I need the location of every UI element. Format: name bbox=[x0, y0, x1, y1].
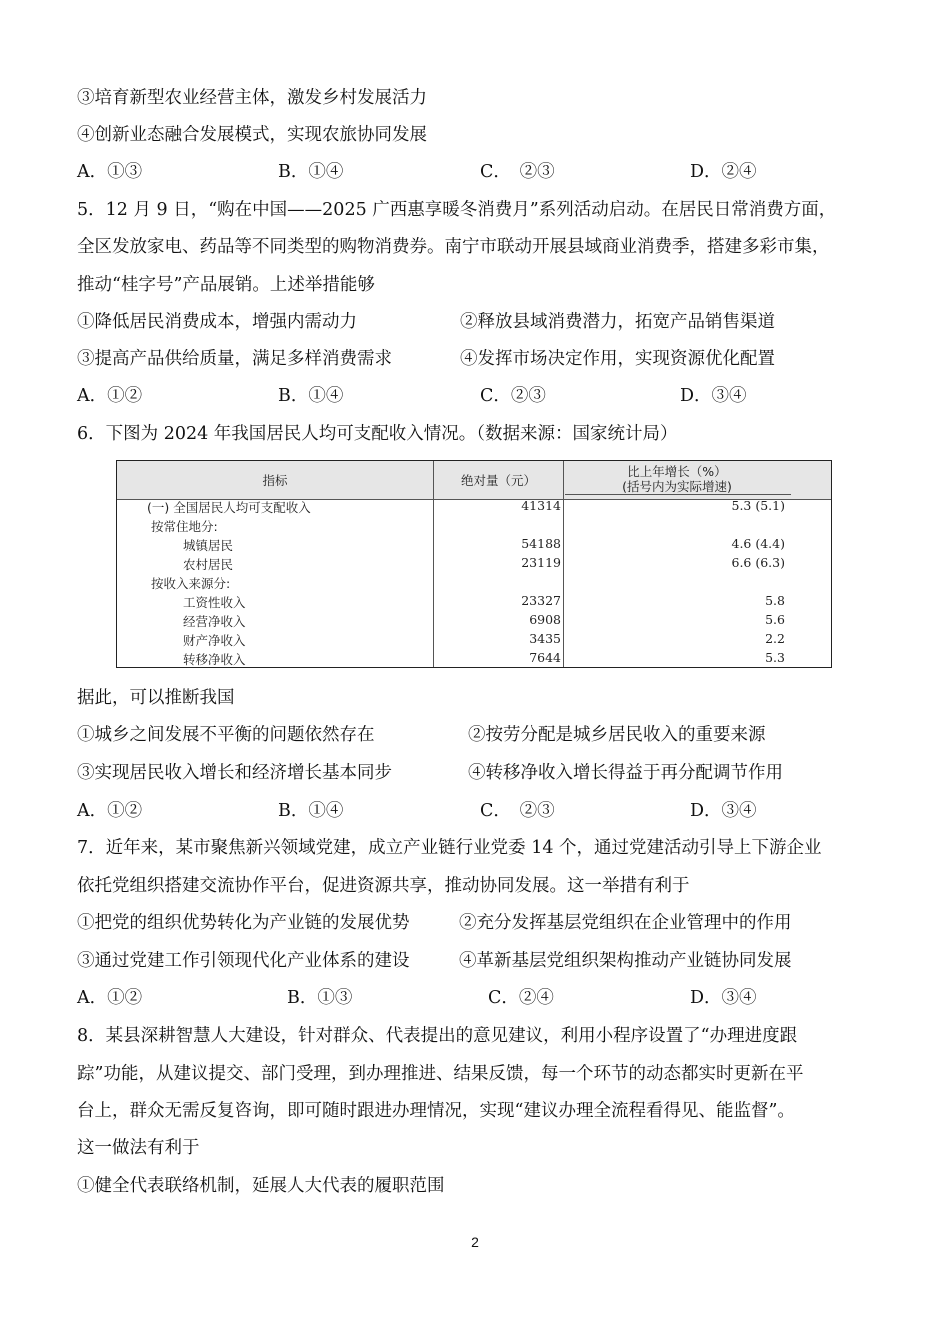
row-value: 6908 bbox=[529, 612, 561, 627]
row-label: 经营净收入 bbox=[183, 614, 246, 629]
header-absolute: 绝对量（元） bbox=[460, 473, 536, 488]
q6-item-4: ④转移净收入增长得益于再分配调节作用 bbox=[468, 763, 783, 783]
table-row bbox=[117, 612, 831, 631]
q7-item-1: ①把党的组织优势转化为产业链的发展优势 bbox=[77, 913, 410, 933]
table-row bbox=[117, 631, 831, 650]
q8-stem-line: 踪”功能，从建议提交、部门受理，到办理推进、结果反馈，每一个环节的动态都实时更新在平 bbox=[77, 1064, 804, 1084]
q6-stem: 6．下图为 2024 年我国居民人均可支配收入情况。（数据来源：国家统计局） bbox=[77, 424, 678, 444]
q8-stem-line: 这一做法有利于 bbox=[77, 1138, 200, 1158]
q6-item-3: ③实现居民收入增长和经济增长基本同步 bbox=[77, 763, 392, 783]
q6-item-1: ①城乡之间发展不平衡的问题依然存在 bbox=[77, 725, 375, 745]
q7-item-3: ③通过党建工作引领现代化产业体系的建设 bbox=[77, 951, 410, 971]
q5-stem-line: 推动“桂字号”产品展销。上述举措能够 bbox=[77, 275, 375, 295]
row-value: 23327 bbox=[521, 593, 561, 608]
q6-option-c: C． ②③ bbox=[480, 801, 555, 821]
row-growth: 2.2 bbox=[765, 631, 785, 646]
q7-stem-line: 依托党组织搭建交流协作平台，促进资源共享，推动协同发展。这一举措有利于 bbox=[77, 876, 690, 896]
q4-item-4: ④创新业态融合发展模式，实现农旅协同发展 bbox=[77, 125, 427, 145]
q4-option-d: D．②④ bbox=[690, 162, 757, 182]
q7-option-d: D．③④ bbox=[690, 988, 757, 1008]
header-indicator: 指标 bbox=[262, 473, 288, 488]
q7-item-2: ②充分发挥基层党组织在企业管理中的作用 bbox=[459, 913, 792, 933]
q7-stem-line: 7．近年来，某市聚焦新兴领域党建，成立产业链行业党委 14 个，通过党建活动引导上下游企业 bbox=[77, 838, 822, 858]
row-growth: 5.3 (5.1) bbox=[731, 498, 785, 513]
row-value: 7644 bbox=[529, 650, 561, 665]
row-label: 农村居民 bbox=[183, 557, 234, 572]
q6-lead: 据此，可以推断我国 bbox=[77, 688, 235, 708]
row-label: 城镇居民 bbox=[183, 538, 234, 553]
table-row bbox=[117, 574, 831, 593]
q4-option-b: B．①④ bbox=[278, 162, 344, 182]
q5-option-d: D．③④ bbox=[680, 386, 747, 406]
q5-item-4: ④发挥市场决定作用，实现资源优化配置 bbox=[460, 349, 775, 369]
table-row bbox=[117, 517, 831, 536]
q8-stem-line: 8．某县深耕智慧人大建设，针对群众、代表提出的意见建议，利用小程序设置了“办理进度跟 bbox=[77, 1026, 798, 1046]
table-row bbox=[117, 593, 831, 612]
row-label: 财产净收入 bbox=[183, 633, 246, 648]
q6-item-2: ②按劳分配是城乡居民收入的重要来源 bbox=[468, 725, 766, 745]
q5-item-1: ①降低居民消费成本，增强内需动力 bbox=[77, 312, 357, 332]
q7-option-c: C．②④ bbox=[488, 988, 554, 1008]
q6-option-a: A．①② bbox=[77, 801, 143, 821]
row-value: 41314 bbox=[521, 498, 561, 513]
q5-item-2: ②释放县域消费潜力，拓宽产品销售渠道 bbox=[460, 312, 775, 332]
row-growth: 5.3 bbox=[765, 650, 785, 665]
q5-stem-line: 5．12 月 9 日，“购在中国——2025 广西惠享暖冬消费月”系列活动启动。在居民日常消费方面， bbox=[77, 200, 837, 220]
row-growth: 6.6 (6.3) bbox=[731, 555, 785, 570]
table-row bbox=[117, 536, 831, 555]
page-number: 2 bbox=[471, 1234, 479, 1250]
row-label: (一) 全国居民人均可支配收入 bbox=[147, 500, 311, 515]
q6-option-b: B．①④ bbox=[278, 801, 344, 821]
table-row bbox=[117, 555, 831, 574]
row-growth: 4.6 (4.4) bbox=[731, 536, 785, 551]
table-row bbox=[117, 650, 831, 669]
q6-option-d: D．③④ bbox=[690, 801, 757, 821]
q7-option-a: A．①② bbox=[77, 988, 143, 1008]
q5-stem-line: 全区发放家电、药品等不同类型的购物消费券。南宁市联动开展县域商业消费季，搭建多彩市集， bbox=[77, 237, 830, 257]
q8-item-1: ①健全代表联络机制，延展人大代表的履职范围 bbox=[77, 1176, 445, 1196]
row-label: 转移净收入 bbox=[183, 652, 246, 667]
table-row bbox=[117, 498, 831, 517]
row-label: 工资性收入 bbox=[183, 595, 246, 610]
q5-option-a: A．①② bbox=[77, 386, 143, 406]
header-growth: 比上年增长（%） bbox=[627, 464, 727, 479]
income-table bbox=[116, 460, 832, 668]
q4-item-3: ③培育新型农业经营主体，激发乡村发展活力 bbox=[77, 88, 427, 108]
q4-option-c: C． ②③ bbox=[480, 162, 555, 182]
row-value: 3435 bbox=[529, 631, 561, 646]
row-value: 23119 bbox=[521, 555, 561, 570]
row-label: 按收入来源分: bbox=[151, 576, 231, 591]
q4-option-a: A．①③ bbox=[77, 162, 143, 182]
row-growth: 5.8 bbox=[765, 593, 785, 608]
row-value: 54188 bbox=[521, 536, 561, 551]
header-growth-note: (括号内为实际增速) bbox=[622, 479, 732, 494]
row-growth: 5.6 bbox=[765, 612, 785, 627]
q5-option-b: B．①④ bbox=[278, 386, 344, 406]
q5-item-3: ③提高产品供给质量，满足多样消费需求 bbox=[77, 349, 392, 369]
q7-item-4: ④革新基层党组织架构推动产业链协同发展 bbox=[459, 951, 792, 971]
q7-option-b: B．①③ bbox=[287, 988, 353, 1008]
q8-stem-line: 台上，群众无需反复咨询，即可随时跟进办理情况，实现“建议办理全流程看得见、能监督”。 bbox=[77, 1101, 795, 1121]
row-label: 按常住地分: bbox=[151, 519, 218, 534]
q5-option-c: C．②③ bbox=[480, 386, 546, 406]
